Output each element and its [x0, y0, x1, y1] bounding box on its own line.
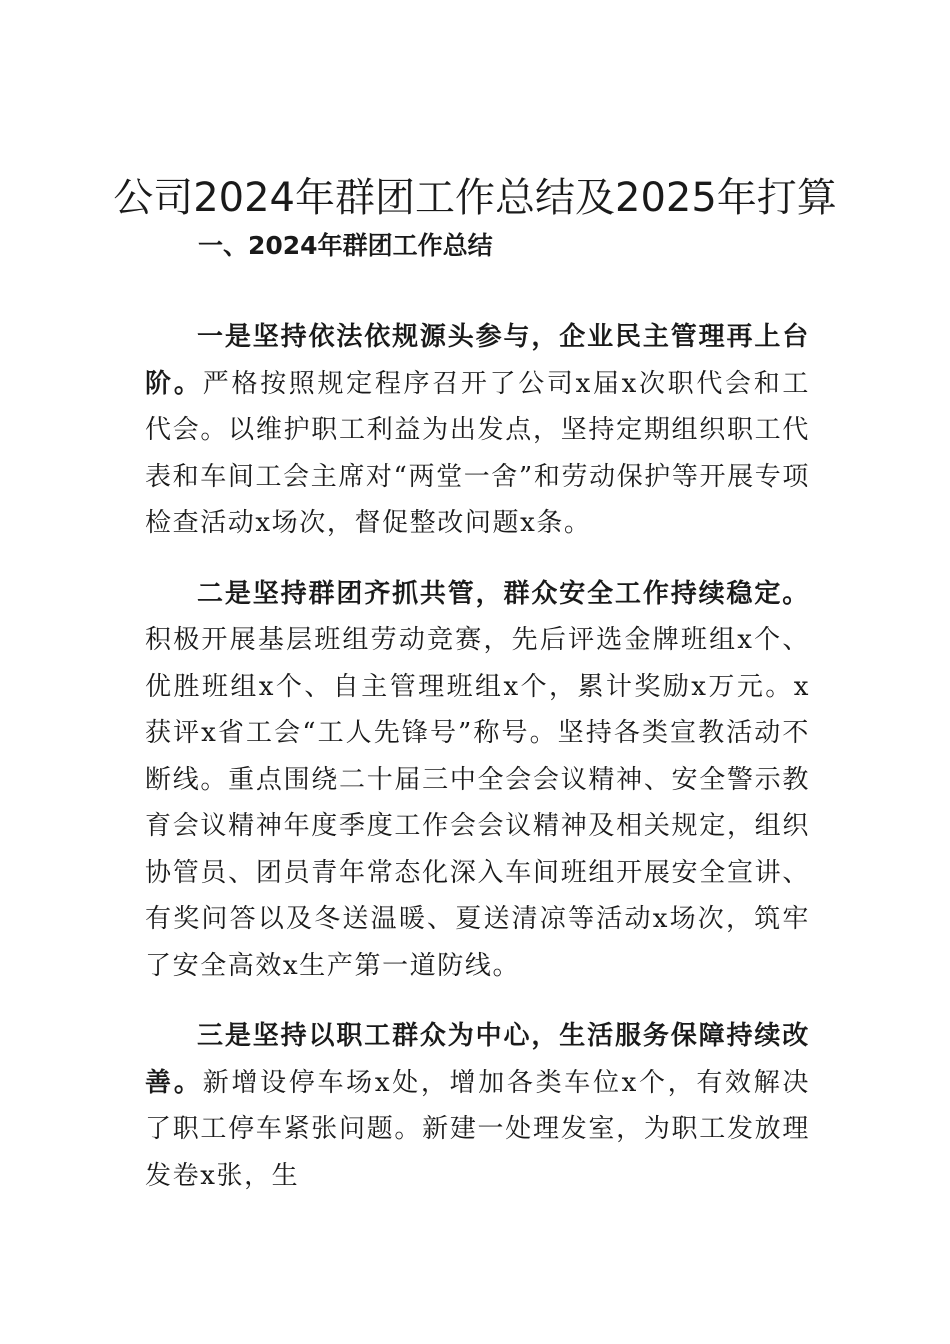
document-title: 公司2024年群团工作总结及2025年打算 [113, 175, 837, 221]
paragraph-body: 严格按照规定程序召开了公司x届x次职代会和工代会。以维护职工利益为出发点，坚持定期组织职工代表和车间工会主席对“两堂一舍”和劳动保护等开展专项检查活动x场次，督促整改问题x条。 [145, 368, 810, 538]
paragraph-body: 积极开展基层班组劳动竞赛，先后评选金牌班组x个、优胜班组x个、自主管理班组x个，累计奖励x万元。x获评x省工会“工人先锋号”称号。坚持各类宣教活动不断线。重点围绕二十届三中全会会议精神、安全警示教育会议精神年度季度工作会会议精神及相关规定，组织协管员、团员青年常态化深入车间班组开展安全宣讲、有奖问答以及冬送温暖、夏送清凉等活动x场次，筑牢了安全高效x生产第一道防线。 [145, 625, 810, 981]
paragraph-1 [145, 314, 810, 547]
paragraph-lead: 一是坚持依法依规源头参与，企业民主管理再上台阶。 [145, 322, 810, 399]
paragraph-2 [145, 571, 810, 990]
paragraph-list [145, 314, 810, 1223]
paragraph-lead: 三是坚持以职工群众为中心，生活服务保障持续改善。 [145, 1021, 810, 1098]
paragraph-3 [145, 1013, 810, 1199]
section-heading: 一、2024年群团工作总结 [198, 231, 493, 260]
paragraph-lead: 二是坚持群团齐抓共管，群众安全工作持续稳定。 [197, 578, 810, 609]
paragraph-body: 新增设停车场x处，增加各类车位x个，有效解决了职工停车紧张问题。新建一处理发室，为职工发放理发卷x张，生 [145, 1067, 810, 1191]
